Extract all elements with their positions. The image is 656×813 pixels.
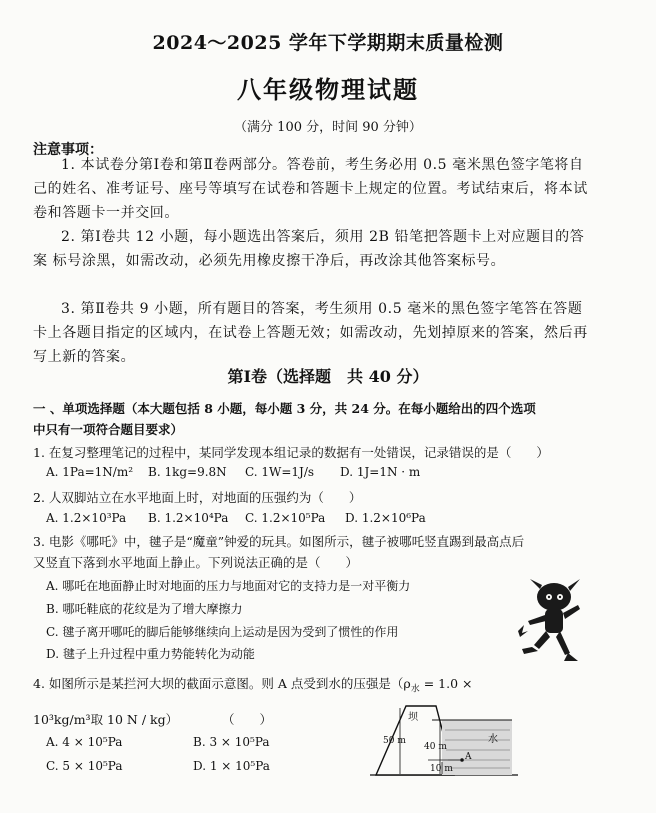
q4-option-c: C. 5 × 10⁵Pa xyxy=(46,759,123,773)
note-item-2: 2. 第Ⅰ卷共 12 小题，每小题选出答案后，须用 2B 铅笔把答题卡上对应题目的答案 标号涂黑，如需改动，必须先用橡皮擦干净后，再改涂其他答案标号。 xyxy=(33,229,585,269)
question-4-answer-blank: （ ） xyxy=(222,712,273,727)
shuttlecock-icon xyxy=(518,625,528,637)
height-10m-label: 10 m xyxy=(430,764,453,774)
q1-option-b: B. 1kg=9.8N xyxy=(148,465,227,479)
height-40m-label: 40 m xyxy=(424,742,447,752)
subject-title: 八年级物理试题 xyxy=(237,75,419,104)
q3-option-a: A. 哪吒在地面静止时对地面的压力与地面对它的支持力是一对平衡力 xyxy=(46,579,411,593)
question-1-stem: 1. 在复习整理笔记的过程中，某同学发现本组记录的数据有一处错误，记录错误的是（ ） xyxy=(33,445,549,460)
q2-option-d: D. 1.2×10⁶Pa xyxy=(345,511,426,525)
height-50m-label: 50 m xyxy=(383,736,406,746)
q2-option-b: B. 1.2×10⁴Pa xyxy=(148,511,229,525)
q2-option-a: A. 1.2×10³Pa xyxy=(46,511,127,525)
question-2-stem: 2. 人双脚站立在水平地面上时，对地面的压强约为（ ） xyxy=(33,490,362,505)
question-3-stem-line2: 又竖直下落到水平地面上静止。下列说法正确的是（ ） xyxy=(33,555,359,570)
q1-option-d: D. 1J=1N · m xyxy=(340,465,421,479)
q1-option-c: C. 1W=1J/s xyxy=(245,465,315,479)
section-title: 第Ⅰ卷（选择题 共 40 分） xyxy=(227,367,429,386)
q4-option-a: A. 4 × 10⁵Pa xyxy=(46,735,123,749)
q3-option-b: B. 哪吒鞋底的花纹是为了增大摩擦力 xyxy=(46,602,243,616)
note-item-3: 3. 第Ⅱ卷共 9 小题，所有题目的答案，考生须用 0.5 毫米的黑色签字笔答在答题卡上各题目指定的区域内，在试卷上答题无效；如需改动，先划掉原来的答案，然后再写上新的答案。 xyxy=(33,301,588,365)
question-4-stem-line2: 10³kg/m³取 10 N / kg） xyxy=(33,712,179,727)
q3-option-d: D. 毽子上升过程中重力势能转化为动能 xyxy=(46,647,255,661)
score-time: （满分 100 分，时间 90 分钟） xyxy=(234,120,422,135)
q4-option-d: D. 1 × 10⁵Pa xyxy=(193,759,270,773)
dam-label: 坝 xyxy=(408,712,418,723)
water-label: 水 xyxy=(488,734,498,745)
q1-option-a: A. 1Pa=1N/m² xyxy=(46,465,134,479)
part-heading-line2: 中只有一项符合题目要求） xyxy=(33,422,184,437)
part-heading-line1: 一 、单项选择题（本大题包括 8 小题，每小题 3 分，共 24 分。在每小题给出的四个选项 xyxy=(33,401,536,416)
question-3-stem-line1: 3. 电影《哪吒》中，毽子是“魔童”钟爱的玩具。如图所示，毽子被哪吒竖直踢到最高点后 xyxy=(33,534,525,549)
point-a-marker xyxy=(460,758,464,762)
q2-option-c: C. 1.2×10⁵Pa xyxy=(245,511,326,525)
question-4-stem-line1: 4. 如图所示是某拦河大坝的截面示意图。则 A 点受到水的压强是（$\rho_水 = 1.0$ × xyxy=(33,676,473,695)
q3-option-c: C. 毽子离开哪吒的脚后能够继续向上运动是因为受到了惯性的作用 xyxy=(46,625,399,639)
exam-title: 2024～2025 学年下学期期末质量检测 xyxy=(152,32,504,54)
q4-option-b: B. 3 × 10⁵Pa xyxy=(193,735,270,749)
point-a-label: A xyxy=(465,752,472,762)
note-item-1: 1. 本试卷分第Ⅰ卷和第Ⅱ卷两部分。答卷前，考生务必用 0.5 毫米黑色签字笔将自己的姓名、准考证号、座号等填写在试卷和答题卡上规定的位置。考试结束后，将本试卷和答题卡一并交回。 xyxy=(33,157,588,221)
rho-subscript: 水 xyxy=(410,684,420,695)
notes-heading: 注意事项： xyxy=(33,142,103,158)
nezha-kicking-shuttlecock-illustration xyxy=(512,575,592,667)
